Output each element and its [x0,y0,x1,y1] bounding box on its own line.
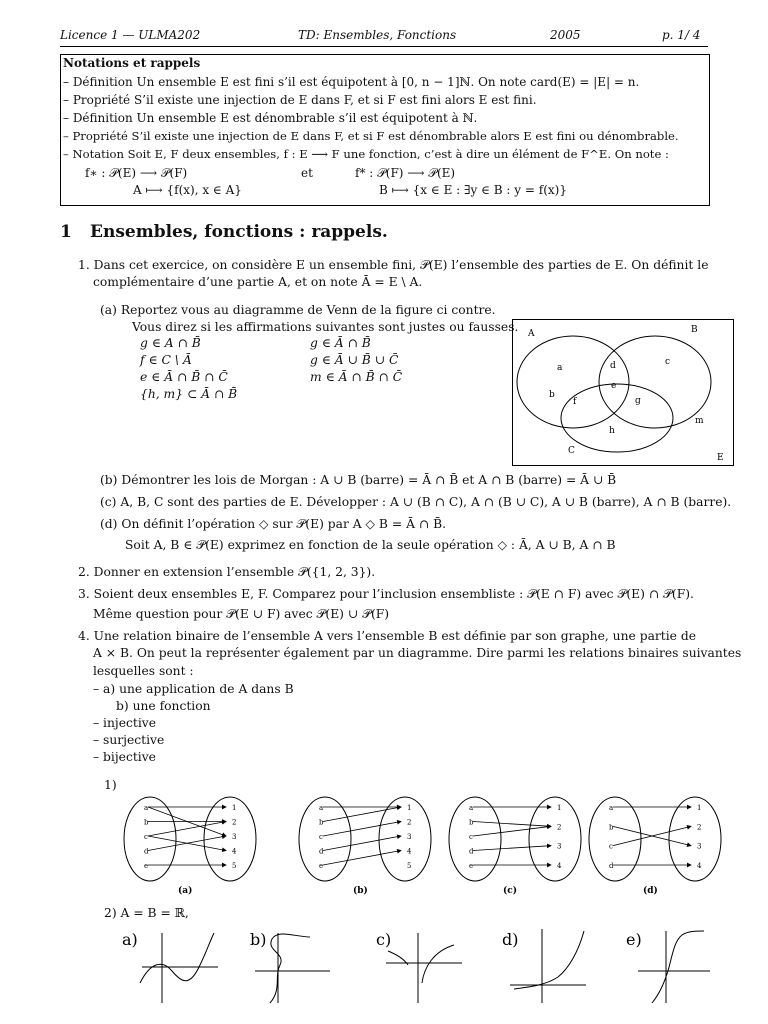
label-e: e [611,381,617,391]
q4-bijective: – bijective [93,750,156,764]
relation-arrow [473,826,551,836]
func-label-e: e) [626,930,642,949]
codomain-element: 3 [407,833,412,841]
domain-element: b [319,818,324,827]
diagram-label: (b) [353,886,368,896]
relation-diagrams-svg [120,795,700,895]
set-c-ellipse [561,384,673,452]
codomain-ellipse-2 [529,797,581,881]
q3-line1: 3. Soient deux ensembles E, F. Comparez pour l’inclusion ensembliste : 𝒫(E ∩ F) avec 𝒫(E) ∩ 𝒫(F). [78,587,694,601]
notations-title: Notations et rappels [63,56,201,70]
domain-element: d [469,847,474,856]
domain-element: c [144,833,148,841]
q1a-line1: (a) Reportez vous au diagramme de Venn de la figure ci contre. [100,303,496,317]
statement-5: e ∈ Ā ∩ B̄ ∩ C̄ [140,370,228,384]
diagram-label: (a) [178,886,193,896]
domain-element: b [469,818,474,827]
relation-diagrams [120,795,700,895]
course-label: Licence 1 — ULMA202 [60,28,201,42]
diagram-label: (c) [503,886,517,896]
relation-arrow [473,822,551,827]
codomain-element: 1 [557,804,562,812]
relation-arrow [473,846,551,851]
propriete-denombrable: – Propriété S’il existe une injection de E dans F, et si F est dénombrable alors E est fini ou dénombrable. [63,129,679,143]
func-label-d: d) [502,930,519,949]
q4-line1: 4. Une relation binaire de l’ensemble A vers l’ensemble B est définie par son graphe, une partie de [78,629,697,643]
domain-element: c [609,842,613,851]
relation-arrow [148,822,226,837]
domain-element: b [609,823,614,832]
domain-element: d [609,862,614,870]
codomain-element: 3 [557,842,562,851]
func-graph-c [386,933,462,1003]
image-reciproque-map: B ⟼ {x ∈ E : ∃y ∈ B : y = f(x)} [379,183,567,197]
label-C: C [568,446,575,456]
statement-3: f ∈ C \ Ā [140,353,192,367]
definition-fini: – Définition Un ensemble E est fini s’il est équipotent à [0, n − 1]ℕ. On note card(E) = |E| = n. [63,75,640,89]
label-d: d [610,361,616,371]
domain-element: d [319,847,324,856]
codomain-ellipse-3 [669,797,721,881]
statement-2: g ∈ Ā ∩ B̄ [310,336,371,350]
section-number: 1 [60,222,72,242]
definition-denombrable: – Définition Un ensemble E est dénombrable s’il est équipotent à ℕ. [63,111,478,125]
year-label: 2005 [550,28,581,42]
q2-text: 2. Donner en extension l’ensemble 𝒫({1, 2, 3}). [78,565,376,579]
statement-7: {h, m} ⊂ Ā ∩ B̄ [140,387,238,401]
func-label-a: a) [122,930,138,949]
func-label-c: c) [376,930,392,949]
notations-box [60,54,710,206]
q4-application: – a) une application de A dans B [93,682,294,696]
label-c: c [665,357,671,367]
label-g: g [635,396,641,406]
q4-fonction: b) une fonction [116,699,211,713]
codomain-element: 4 [232,847,237,856]
domain-element: a [319,804,324,812]
statement-6: m ∈ Ā ∩ B̄ ∩ C̄ [310,370,403,384]
image-directe-map: A ⟼ {f(x), x ∈ A} [133,183,242,197]
function-graphs-svg [110,925,710,1005]
q1c-developper: (c) A, B, C sont des parties de E. Développer : A ∪ (B ∩ C), A ∩ (B ∪ C), A ∪ B (barre), A ∩ B (barre). [100,495,732,509]
domain-ellipse-0 [124,797,176,881]
label-b: b [549,390,555,400]
relation-arrow [323,822,401,837]
q4-injective: – injective [93,716,156,730]
codomain-element: 4 [697,862,702,870]
q4-surjective: – surjective [93,733,165,747]
page-number: p. 1/ 4 [662,28,701,42]
q1a-line2: Vous direz si les affirmations suivantes sont justes ou fausses. [132,320,519,334]
q4-sub1: 1) [104,778,117,792]
func-label-b: b) [250,930,267,949]
codomain-element: 3 [697,842,702,851]
et-label: et [301,166,313,180]
domain-element: a [609,804,614,812]
domain-ellipse-2 [449,797,501,881]
relation-arrow [323,851,401,866]
codomain-element: 4 [557,862,562,870]
q4-line3: lesquelles sont : [93,664,194,678]
statement-4: g ∈ Ā ∪ B̄ ∪ C̄ [310,353,399,367]
propriete-fini: – Propriété S’il existe une injection de E dans F, et si F est fini alors E est fini. [63,93,537,107]
label-a: a [557,363,563,373]
codomain-element: 2 [697,823,702,832]
q1-line2: complémentaire d’une partie A, et on note Ā = E \ A. [93,275,423,289]
label-h: h [609,426,615,436]
page-header [60,28,708,47]
q4-line2: A × B. On peut la représenter également par un diagramme. Dire parmi les relations binaires suivantes [93,646,742,660]
domain-element: c [469,833,473,841]
label-m: m [695,416,704,426]
domain-ellipse-1 [299,797,351,881]
domain-element: b [144,818,149,827]
q1-line1: 1. Dans cet exercice, on considère E un ensemble fini, 𝒫(E) l’ensemble des parties de E. On définit le [78,258,709,272]
section-title: Ensembles, fonctions : rappels. [90,222,388,242]
func-graph-d [510,929,586,1003]
domain-element: d [144,847,149,856]
codomain-element: 2 [232,818,237,827]
codomain-element: 4 [407,847,412,856]
func-graph-e [638,931,710,1003]
codomain-element: 2 [557,823,562,832]
codomain-element: 5 [232,862,237,870]
diagram-label: (d) [643,886,658,896]
label-E: E [717,453,724,463]
q1d-operation: (d) On définit l’opération ◇ sur 𝒫(E) par A ◇ B = Ā ∩ B̄. [100,517,447,531]
q4-sub2: 2) A = B = ℝ, [104,906,189,920]
label-B: B [691,325,698,335]
q1d-exprimer: Soit A, B ∈ 𝒫(E) exprimez en fonction de la seule opération ◇ : Ā, A ∪ B, A ∩ B [125,538,616,552]
codomain-element: 1 [232,804,237,812]
domain-element: e [469,862,474,870]
func-graph-a [140,933,218,1003]
codomain-element: 1 [407,804,412,812]
codomain-element: 2 [407,818,412,827]
venn-diagram [512,319,734,466]
domain-element: a [144,804,149,812]
q3-line2: Même question pour 𝒫(E ∪ F) avec 𝒫(E) ∪ 𝒫(F) [93,607,390,621]
label-f: f [573,397,577,407]
statement-1: g ∈ A ∩ B̄ [140,336,201,350]
label-A: A [528,329,535,339]
domain-element: e [319,862,324,870]
relation-arrow [323,807,401,822]
domain-element: e [144,862,149,870]
domain-element: c [319,833,323,841]
document-title: TD: Ensembles, Fonctions [298,28,457,42]
codomain-element: 5 [407,862,412,870]
function-graphs [110,925,710,1005]
image-reciproque-def: f* : 𝒫(F) ⟶ 𝒫(E) [355,166,456,180]
domain-element: a [469,804,474,812]
notation-fonction: – Notation Soit E, F deux ensembles, f : E ⟶ F une fonction, c’est à dire un élément de F^E. On note : [63,147,669,161]
codomain-element: 1 [697,804,702,812]
image-directe-def: f∗ : 𝒫(E) ⟶ 𝒫(F) [85,166,188,180]
section-heading [60,222,388,242]
q1b-morgan: (b) Démontrer les lois de Morgan : A ∪ B (barre) = Ā ∩ B̄ et A ∩ B (barre) = Ā ∪ B̄ [100,473,617,487]
relation-arrow [323,836,401,851]
codomain-element: 3 [232,833,237,841]
domain-ellipse-3 [589,797,641,881]
venn-svg [513,320,733,465]
